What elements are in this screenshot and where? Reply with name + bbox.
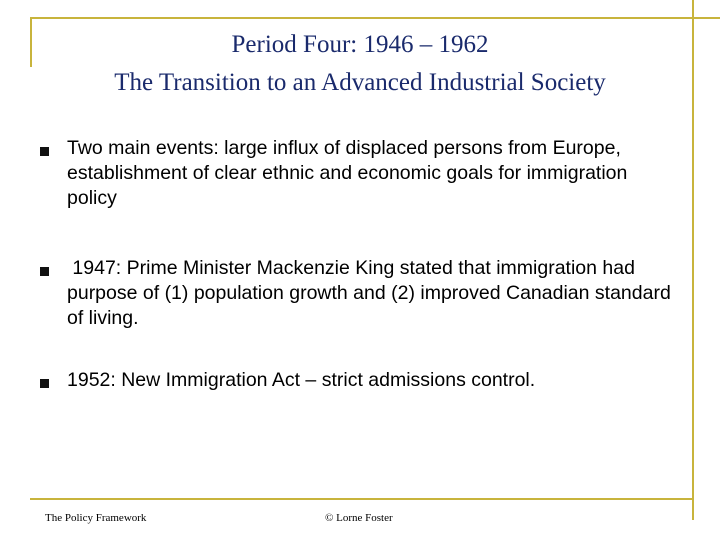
bullet-text: 1952: New Immigration Act – strict admissions control. xyxy=(67,369,536,391)
title-line-1: Period Four: 1946 – 1962 xyxy=(231,31,489,58)
title-line-2: The Transition to an Advanced Industrial Society xyxy=(114,69,606,96)
bullet-square-icon xyxy=(40,379,49,388)
top-rule xyxy=(30,17,720,19)
footer-left: The Policy Framework xyxy=(45,512,147,524)
left-rule xyxy=(30,17,32,67)
bullet-item xyxy=(36,368,686,393)
bullet-text: 1947: Prime Minister Mackenzie King stated that immigration had purpose of (1) population growth and (2) improved Canadian standard of living. xyxy=(67,257,677,329)
right-rule xyxy=(692,0,694,520)
bullet-item xyxy=(36,136,686,211)
bullet-item xyxy=(36,256,686,331)
bottom-rule xyxy=(30,498,692,500)
bullet-square-icon xyxy=(40,147,49,156)
footer-right: © Lorne Foster xyxy=(325,512,393,524)
bullet-square-icon xyxy=(40,267,49,276)
slide-title xyxy=(40,26,680,102)
bullet-text: Two main events: large influx of displaced persons from Europe, establishment of clear ethnic and economic goals for immigration policy xyxy=(67,137,628,209)
